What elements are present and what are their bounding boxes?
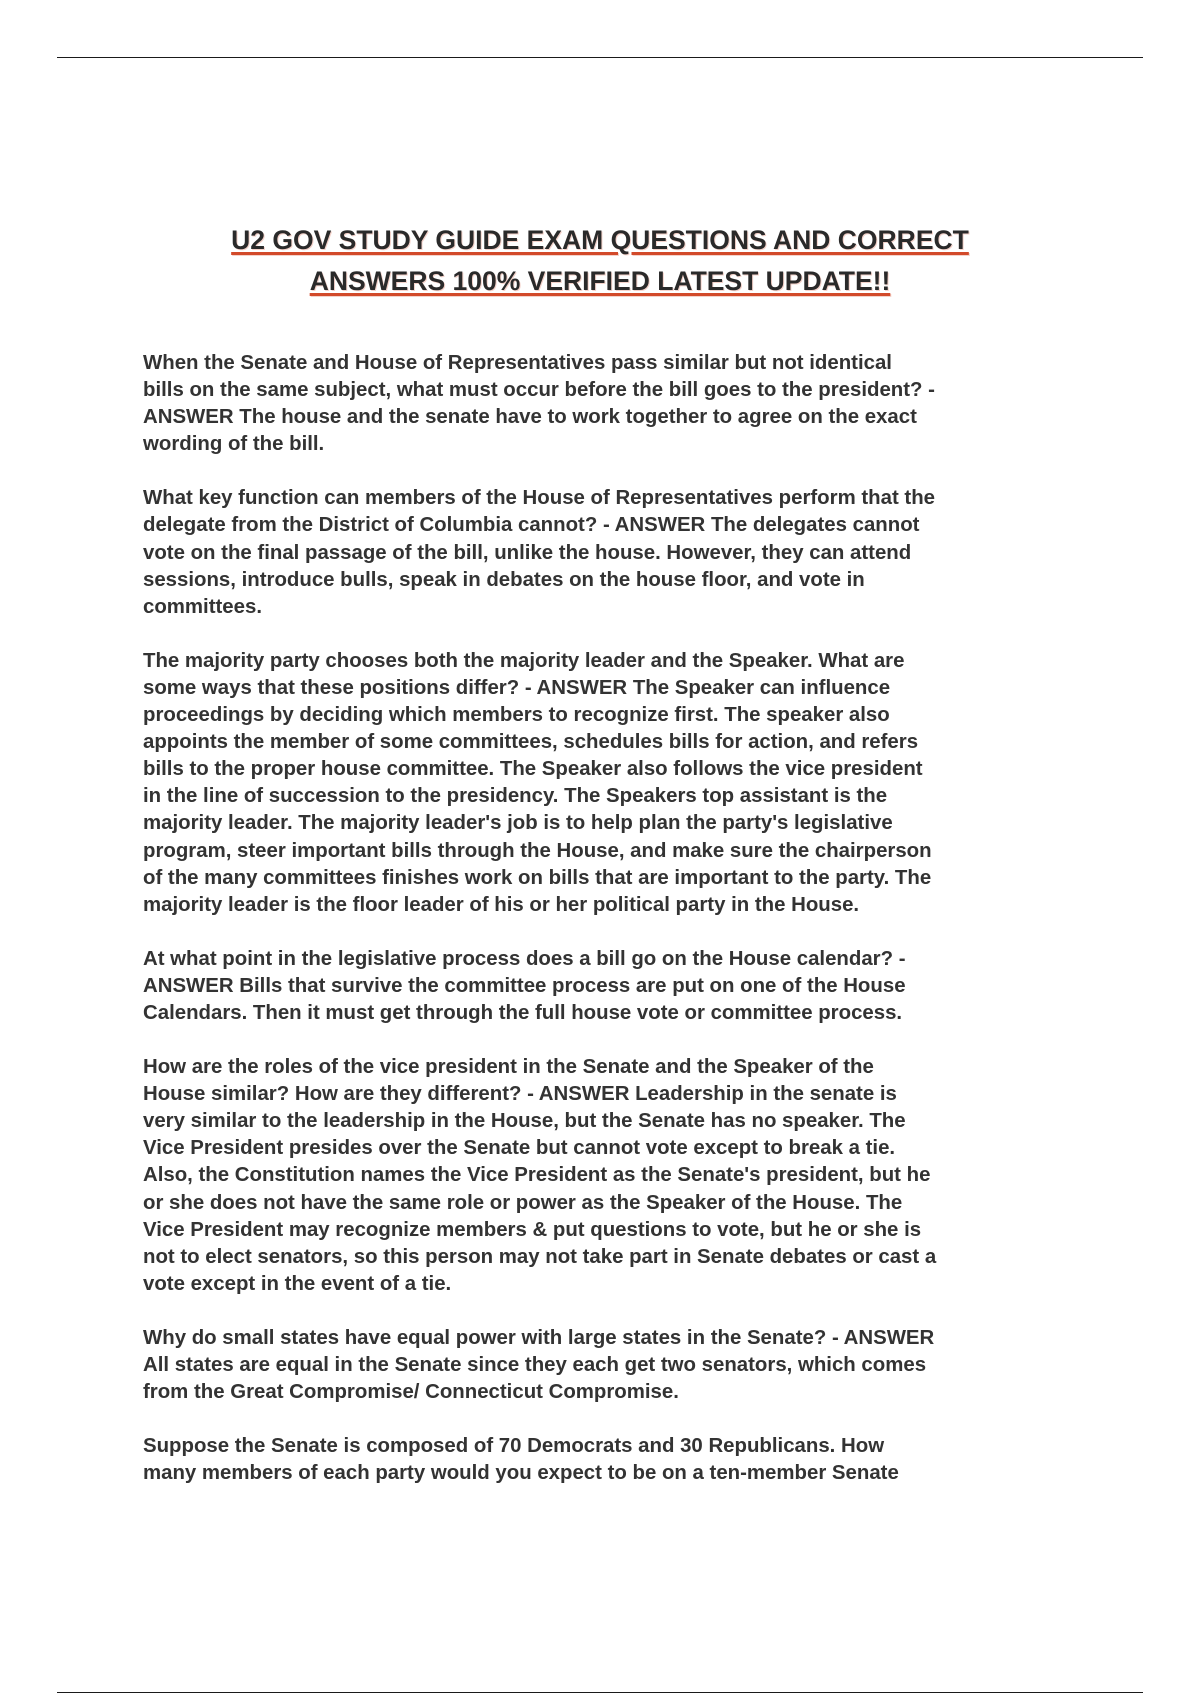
text-line: sessions, introduce bulls, speak in debates on the house floor, and vote in	[143, 568, 865, 591]
title-line: ANSWERS 100% VERIFIED LATEST UPDATE!!	[309, 266, 891, 296]
text-line: very similar to the leadership in the House, but the Senate has no speaker. The	[143, 1110, 906, 1133]
text-line: vote except in the event of a tie.	[143, 1272, 452, 1295]
text-line: Suppose the Senate is composed of 70 Democrats and 30 Republicans. How	[143, 1435, 885, 1458]
document-title	[140, 220, 1060, 302]
qa-paragraph	[143, 1325, 1083, 1406]
text-line: vote on the final passage of the bill, unlike the house. However, they can attend	[143, 541, 912, 564]
text-line: program, steer important bills through the House, and make sure the chairperson	[143, 839, 932, 862]
text-line: not to elect senators, so this person may not take part in Senate debates or cast a	[143, 1245, 937, 1268]
top-rule	[57, 57, 1143, 58]
text-line: At what point in the legislative process does a bill go on the House calendar? -	[143, 947, 906, 970]
qa-paragraph	[143, 485, 1083, 620]
qa-paragraph	[143, 648, 1083, 919]
text-line: in the line of succession to the presidency. The Speakers top assistant is the	[143, 785, 888, 808]
text-line: Vice President presides over the Senate but cannot vote except to break a tie.	[143, 1137, 896, 1160]
text-line: of the many committees finishes work on bills that are important to the party. The	[143, 866, 932, 889]
text-line: When the Senate and House of Representatives pass similar but not identical	[143, 352, 892, 374]
qa-paragraph	[143, 946, 1083, 1027]
text-line: How are the roles of the vice president in the Senate and the Speaker of the	[143, 1056, 874, 1079]
text-line: Calendars. Then it must get through the full house vote or committee process.	[143, 1001, 903, 1024]
qa-paragraph	[143, 350, 1083, 458]
text-line: bills on the same subject, what must occur before the bill goes to the president? -	[143, 379, 935, 402]
text-line: or she does not have the same role or power as the Speaker of the House. The	[143, 1191, 903, 1214]
text-line: House similar? How are they different? - ANSWER Leadership in the senate is	[143, 1083, 897, 1106]
text-line: many members of each party would you expect to be on a ten-member Senate	[143, 1462, 899, 1485]
text-line: Why do small states have equal power with large states in the Senate? - ANSWER	[143, 1326, 935, 1349]
text-line: majority leader. The majority leader's job is to help plan the party's legislative	[143, 812, 893, 835]
text-line: majority leader is the floor leader of his or her political party in the House.	[143, 893, 860, 916]
text-line: All states are equal in the Senate since they each get two senators, which comes	[143, 1354, 927, 1376]
text-line: delegate from the District of Columbia cannot? - ANSWER The delegates cannot	[143, 514, 920, 537]
title-line: U2 GOV STUDY GUIDE EXAM QUESTIONS AND CORRECT	[231, 225, 969, 255]
text-line: from the Great Compromise/ Connecticut Compromise.	[143, 1381, 679, 1404]
text-line: committees.	[143, 595, 262, 618]
document-body	[143, 350, 1083, 1514]
text-line: Vice President may recognize members & put questions to vote, but he or she is	[143, 1218, 922, 1241]
text-line: ANSWER The house and the senate have to work together to agree on the exact	[143, 406, 917, 429]
qa-paragraph	[143, 1054, 1083, 1298]
bottom-rule	[57, 1692, 1143, 1693]
text-line: What key function can members of the House of Representatives perform that the	[143, 487, 935, 510]
text-line: Also, the Constitution names the Vice President as the Senate's president, but he	[143, 1164, 931, 1187]
text-line: appoints the member of some committees, schedules bills for action, and refers	[143, 731, 919, 754]
text-line: wording of the bill.	[143, 433, 325, 456]
text-line: some ways that these positions differ? - ANSWER The Speaker can influence	[143, 676, 891, 699]
qa-paragraph	[143, 1433, 1083, 1487]
text-line: bills to the proper house committee. The Speaker also follows the vice president	[143, 758, 923, 781]
text-line: ANSWER Bills that survive the committee process are put on one of the House	[143, 974, 906, 997]
text-line: The majority party chooses both the majority leader and the Speaker. What are	[143, 649, 905, 672]
text-line: proceedings by deciding which members to recognize first. The speaker also	[143, 704, 890, 727]
